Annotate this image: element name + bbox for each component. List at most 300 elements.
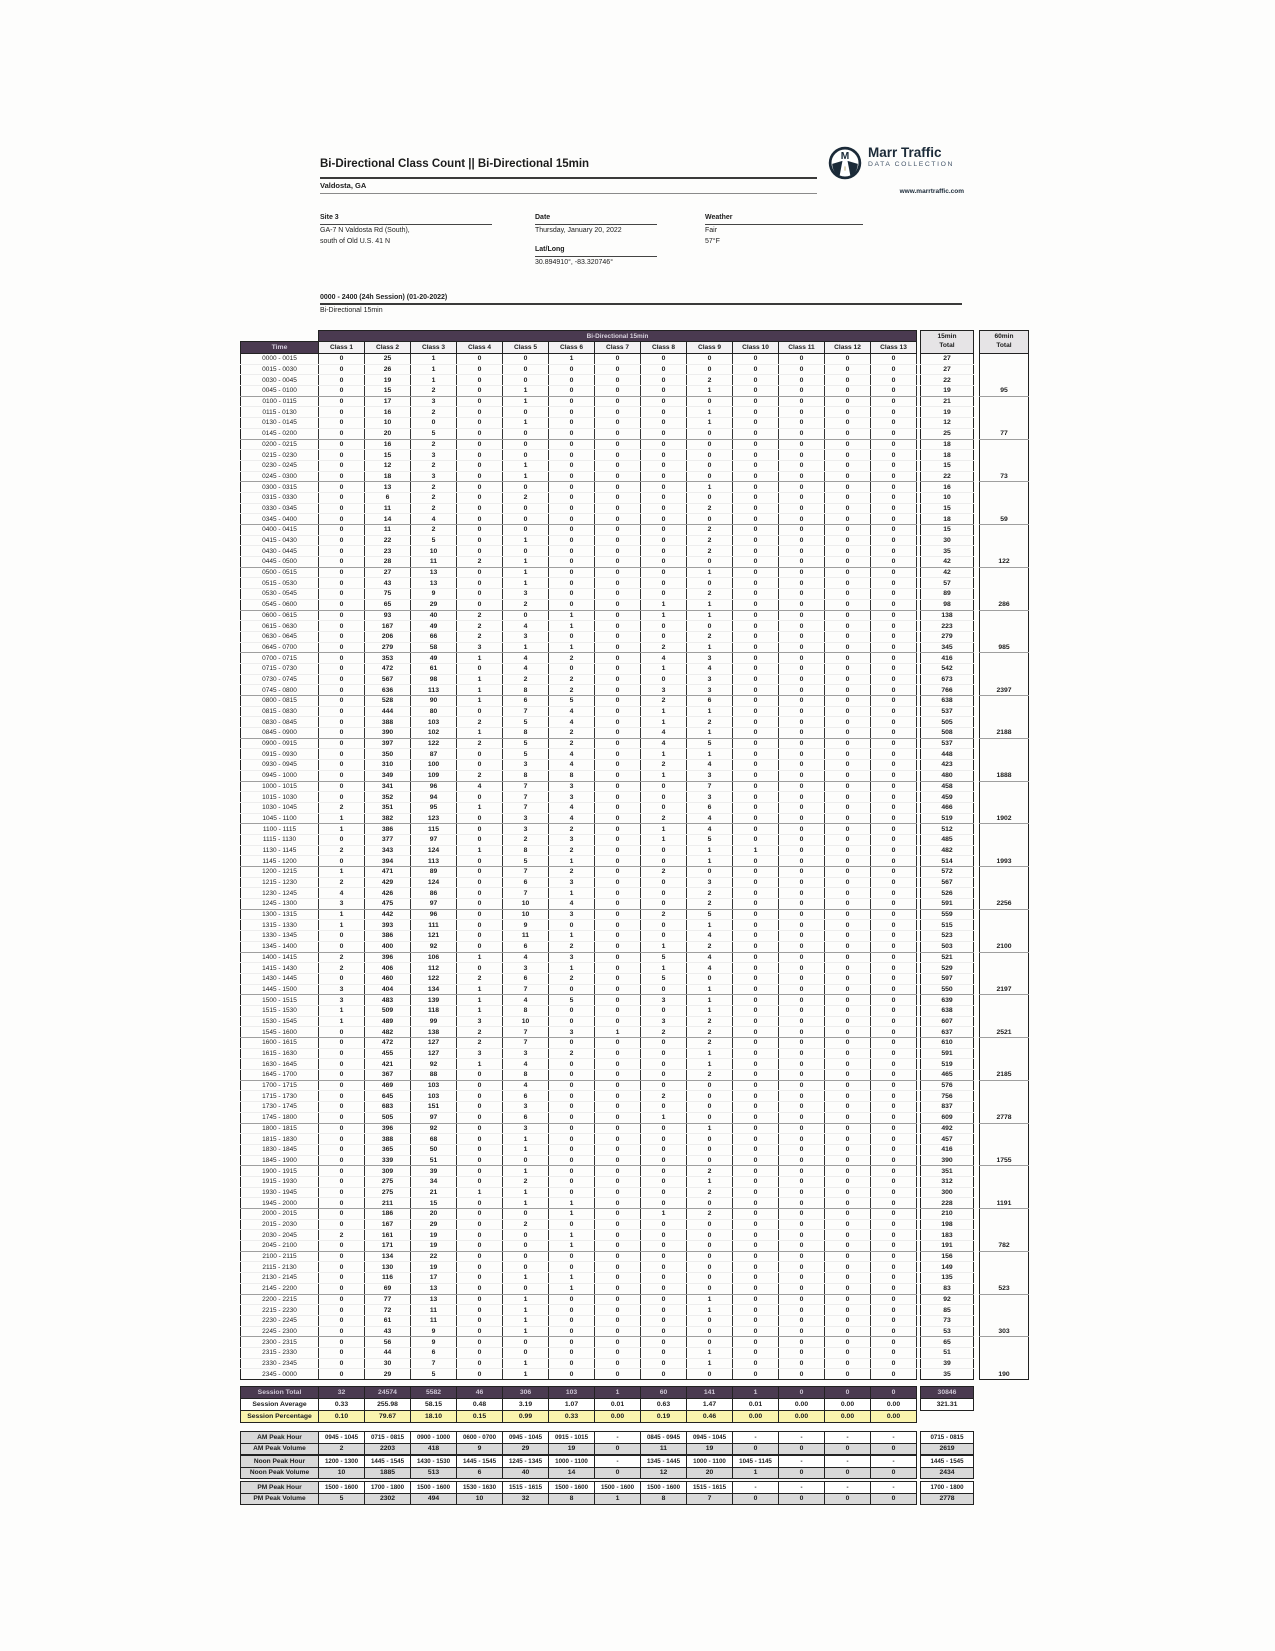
class-count-cell: 0 xyxy=(319,471,365,482)
total-60min-cell xyxy=(980,1038,1029,1049)
class-count-cell: 2 xyxy=(641,642,687,653)
time-cell: 0215 - 0230 xyxy=(241,450,319,461)
class-count-cell: 0 xyxy=(871,1155,917,1166)
table-row xyxy=(241,663,1029,674)
class-count-cell: 0 xyxy=(871,899,917,910)
time-cell: 0500 - 0515 xyxy=(241,567,319,578)
summary-total: 30846 xyxy=(921,1387,974,1399)
class-count-cell: 0 xyxy=(825,1102,871,1113)
total-15min-cell: 559 xyxy=(921,909,974,920)
total-15min-cell: 482 xyxy=(921,845,974,856)
peak-volume-cell: 0 xyxy=(733,1493,779,1505)
summary-value: 18.10 xyxy=(411,1411,457,1423)
class-count-cell: 0 xyxy=(825,407,871,418)
peak-volume-cell: 29 xyxy=(503,1443,549,1455)
table-row xyxy=(241,642,1029,653)
class-count-cell: 0 xyxy=(779,663,825,674)
class-count-cell: 2 xyxy=(687,503,733,514)
class-count-cell: 382 xyxy=(365,813,411,824)
class-count-cell: 0 xyxy=(733,460,779,471)
total-15min-cell: 837 xyxy=(921,1102,974,1113)
total-60min-cell xyxy=(980,834,1029,845)
class-count-cell: 0 xyxy=(871,781,917,792)
total-15min-cell: 18 xyxy=(921,514,974,525)
class-count-cell: 0 xyxy=(825,525,871,536)
class-count-cell: 0 xyxy=(641,888,687,899)
class-count-cell: 4 xyxy=(411,514,457,525)
class-count-cell: 0 xyxy=(595,888,641,899)
class-count-cell: 3 xyxy=(641,1016,687,1027)
class-count-cell: 0 xyxy=(641,428,687,439)
class-count-cell: 0 xyxy=(779,1198,825,1209)
class-count-cell: 0 xyxy=(733,813,779,824)
total-15min-cell: 351 xyxy=(921,1166,974,1177)
class-count-cell: 100 xyxy=(411,760,457,771)
class-count-cell: 0 xyxy=(871,546,917,557)
class-count-cell: 0 xyxy=(687,1283,733,1294)
class-count-cell: 0 xyxy=(825,535,871,546)
class-count-cell: 2 xyxy=(687,1187,733,1198)
class-count-cell: 15 xyxy=(365,386,411,397)
total-15min-cell: 576 xyxy=(921,1080,974,1091)
time-cell: 0715 - 0730 xyxy=(241,663,319,674)
class-count-cell: 0 xyxy=(319,514,365,525)
class-count-cell: 0 xyxy=(549,1337,595,1348)
total-60min-cell xyxy=(980,845,1029,856)
class-count-cell: 0 xyxy=(503,503,549,514)
class-count-cell: 0 xyxy=(641,578,687,589)
summary-value: 0.00 xyxy=(779,1399,825,1411)
class-count-cell: 0 xyxy=(779,1016,825,1027)
class-count-cell: 0 xyxy=(825,578,871,589)
total-15min-cell: 30 xyxy=(921,535,974,546)
class-count-cell: 0 xyxy=(733,749,779,760)
class-count-cell: 0 xyxy=(871,888,917,899)
class-count-cell: 10 xyxy=(365,418,411,429)
class-count-cell: 2 xyxy=(687,717,733,728)
class-count-cell: 0 xyxy=(319,1038,365,1049)
class-count-cell: 482 xyxy=(365,1027,411,1038)
class-count-cell: 0 xyxy=(641,1176,687,1187)
class-count-cell: 0 xyxy=(779,525,825,536)
class-count-cell: 0 xyxy=(595,525,641,536)
class-count-cell: 0 xyxy=(779,1347,825,1358)
class-count-cell: 3 xyxy=(319,984,365,995)
class-count-cell: 0 xyxy=(825,1315,871,1326)
time-cell: 1245 - 1300 xyxy=(241,899,319,910)
class-count-cell: 0 xyxy=(871,1294,917,1305)
class-count-cell: 0 xyxy=(825,738,871,749)
peak-hour-cell: 1000 - 1100 xyxy=(549,1456,595,1468)
class-count-cell: 6 xyxy=(687,802,733,813)
class-count-cell: 2 xyxy=(687,1027,733,1038)
class-count-cell: 206 xyxy=(365,631,411,642)
class-count-cell: 0 xyxy=(871,589,917,600)
class-count-cell: 0 xyxy=(319,535,365,546)
class-count-cell: 0 xyxy=(871,1091,917,1102)
class-count-cell: 0 xyxy=(457,813,503,824)
class-count-cell: 0 xyxy=(871,749,917,760)
site-rule xyxy=(320,224,492,225)
peak-volume-cell: 0 xyxy=(825,1443,871,1455)
peak-volume-cell: 10 xyxy=(319,1467,365,1479)
class-count-cell: 3 xyxy=(411,471,457,482)
class-count-cell: 0 xyxy=(595,770,641,781)
class-count-cell: 1 xyxy=(549,354,595,365)
peak-hour-cell: 1530 - 1630 xyxy=(457,1482,503,1494)
class-count-cell: 0 xyxy=(319,546,365,557)
class-count-cell: 1 xyxy=(641,599,687,610)
class-count-cell: 0 xyxy=(641,1198,687,1209)
class-count-cell: 0 xyxy=(825,1038,871,1049)
class-count-cell: 1 xyxy=(503,396,549,407)
peak-volume-cell: 19 xyxy=(549,1443,595,1455)
table-row xyxy=(241,471,1029,482)
class-count-cell: 2 xyxy=(641,909,687,920)
class-count-cell: 1 xyxy=(687,1123,733,1134)
time-cell: 0915 - 0930 xyxy=(241,749,319,760)
total-15min-cell: 572 xyxy=(921,867,974,878)
class-count-cell: 0 xyxy=(733,1230,779,1241)
total-15min-cell: 521 xyxy=(921,952,974,963)
total-60min-cell xyxy=(980,888,1029,899)
class-count-cell: 92 xyxy=(411,1123,457,1134)
class-count-cell: 0 xyxy=(687,460,733,471)
peak-hour-label: PM Peak Hour xyxy=(241,1482,319,1494)
peak-volume-cell: 14 xyxy=(549,1467,595,1479)
class-count-cell: 0 xyxy=(549,567,595,578)
class-count-cell: 0 xyxy=(319,696,365,707)
class-count-cell: 0 xyxy=(779,1219,825,1230)
total-60min-cell: 523 xyxy=(980,1283,1029,1294)
table-row xyxy=(241,1273,1029,1284)
class-count-cell: 0 xyxy=(779,1027,825,1038)
class-count-cell: 0 xyxy=(457,867,503,878)
class-count-cell: 0 xyxy=(457,503,503,514)
class-count-cell: 0 xyxy=(733,888,779,899)
summary-value: 103 xyxy=(549,1387,595,1399)
title-rule xyxy=(320,177,817,179)
total-15min-cell: 423 xyxy=(921,760,974,771)
class-count-cell: 0 xyxy=(641,781,687,792)
class-count-cell: 0 xyxy=(687,1262,733,1273)
total-15min-cell: 638 xyxy=(921,696,974,707)
class-count-cell: 0 xyxy=(457,450,503,461)
class-count-cell: 10 xyxy=(503,909,549,920)
class-count-cell: 5 xyxy=(503,738,549,749)
col-header-class-5: Class 5 xyxy=(503,342,549,354)
class-count-cell: 1 xyxy=(503,1166,549,1177)
class-count-cell: 0 xyxy=(871,1273,917,1284)
class-count-cell: 0 xyxy=(871,867,917,878)
peak-volume-cell: 9 xyxy=(457,1443,503,1455)
class-count-cell: 2 xyxy=(641,1027,687,1038)
class-count-cell: 0 xyxy=(319,728,365,739)
class-count-cell: 0 xyxy=(595,599,641,610)
class-count-cell: 5 xyxy=(641,973,687,984)
class-count-cell: 0 xyxy=(687,396,733,407)
class-count-cell: 0 xyxy=(871,354,917,365)
time-cell: 0600 - 0615 xyxy=(241,610,319,621)
class-count-cell: 3 xyxy=(641,995,687,1006)
class-count-cell: 0 xyxy=(871,1358,917,1369)
class-count-cell: 167 xyxy=(365,621,411,632)
weather-condition: Fair xyxy=(705,227,718,234)
time-cell: 0330 - 0345 xyxy=(241,503,319,514)
class-count-cell: 2 xyxy=(549,685,595,696)
table-row xyxy=(241,963,1029,974)
peak-hour-cell: 1700 - 1800 xyxy=(365,1482,411,1494)
class-count-cell: 0 xyxy=(733,1305,779,1316)
class-count-cell: 0 xyxy=(779,931,825,942)
class-count-cell: 30 xyxy=(365,1358,411,1369)
class-count-cell: 528 xyxy=(365,696,411,707)
class-count-cell: 0 xyxy=(595,535,641,546)
class-count-cell: 0 xyxy=(825,460,871,471)
class-count-cell: 0 xyxy=(595,578,641,589)
class-count-cell: 1 xyxy=(549,888,595,899)
time-cell: 1400 - 1415 xyxy=(241,952,319,963)
table-row xyxy=(241,877,1029,888)
class-count-cell: 475 xyxy=(365,899,411,910)
class-count-cell: 2 xyxy=(319,952,365,963)
time-cell: 1315 - 1330 xyxy=(241,920,319,931)
class-count-cell: 0 xyxy=(595,439,641,450)
class-count-cell: 3 xyxy=(641,685,687,696)
peak-volume-cell: 0 xyxy=(595,1467,641,1479)
class-count-cell: 5 xyxy=(411,1369,457,1380)
class-count-cell: 0 xyxy=(549,1262,595,1273)
class-count-cell: 0 xyxy=(779,610,825,621)
time-cell: 1115 - 1130 xyxy=(241,834,319,845)
class-count-cell: 0 xyxy=(779,984,825,995)
class-count-cell: 0 xyxy=(595,396,641,407)
class-count-cell: 0 xyxy=(641,1251,687,1262)
class-count-cell: 111 xyxy=(411,920,457,931)
class-count-cell: 0 xyxy=(871,557,917,568)
class-count-cell: 483 xyxy=(365,995,411,1006)
class-count-cell: 0 xyxy=(825,770,871,781)
total-15min-cell: 416 xyxy=(921,1144,974,1155)
time-cell: 0900 - 0915 xyxy=(241,738,319,749)
total15-line2: Total xyxy=(939,342,955,349)
table-row xyxy=(241,525,1029,536)
class-count-cell: 0 xyxy=(871,674,917,685)
class-count-cell: 0 xyxy=(733,877,779,888)
time-cell: 0800 - 0815 xyxy=(241,696,319,707)
class-count-cell: 0 xyxy=(641,984,687,995)
class-count-cell: 0 xyxy=(549,418,595,429)
class-count-cell: 0 xyxy=(779,856,825,867)
class-count-cell: 0 xyxy=(779,1262,825,1273)
class-count-cell: 0 xyxy=(825,1347,871,1358)
class-count-cell: 113 xyxy=(411,685,457,696)
total-15min-cell: 42 xyxy=(921,567,974,578)
class-count-cell: 2 xyxy=(549,653,595,664)
class-count-cell: 0 xyxy=(641,792,687,803)
class-count-cell: 0 xyxy=(549,1059,595,1070)
class-count-cell: 0 xyxy=(549,386,595,397)
class-count-cell: 0 xyxy=(871,941,917,952)
class-count-cell: 0 xyxy=(779,1166,825,1177)
class-count-cell: 139 xyxy=(411,995,457,1006)
class-count-cell: 1 xyxy=(687,642,733,653)
summary-value: 255.98 xyxy=(365,1399,411,1411)
class-count-cell: 0 xyxy=(319,1198,365,1209)
class-count-cell: 0 xyxy=(319,1326,365,1337)
table-row xyxy=(241,728,1029,739)
class-count-cell: 0 xyxy=(457,364,503,375)
peak-volume-cell: 0 xyxy=(871,1443,917,1455)
class-count-cell: 0 xyxy=(641,503,687,514)
table-row xyxy=(241,952,1029,963)
class-count-cell: 0 xyxy=(733,1347,779,1358)
summary-value: 5582 xyxy=(411,1387,457,1399)
header-blank xyxy=(241,331,319,342)
class-count-cell: 69 xyxy=(365,1283,411,1294)
time-cell: 0615 - 0630 xyxy=(241,621,319,632)
class-count-cell: 1 xyxy=(503,1187,549,1198)
class-count-cell: 0 xyxy=(779,1155,825,1166)
class-count-cell: 0 xyxy=(779,760,825,771)
class-count-cell: 0 xyxy=(779,952,825,963)
class-count-cell: 8 xyxy=(503,770,549,781)
table-row xyxy=(241,1070,1029,1081)
total-15min-cell: 98 xyxy=(921,599,974,610)
class-count-cell: 0 xyxy=(641,1369,687,1380)
peak-hour-cell: 1430 - 1530 xyxy=(411,1456,457,1468)
class-count-cell: 3 xyxy=(503,963,549,974)
class-count-cell: 0 xyxy=(779,685,825,696)
class-count-cell: 0 xyxy=(595,802,641,813)
class-count-cell: 1 xyxy=(503,578,549,589)
logo-subtitle: DATA COLLECTION xyxy=(868,160,955,168)
class-count-cell: 0 xyxy=(319,610,365,621)
total-15min-cell: 390 xyxy=(921,1155,974,1166)
class-count-cell: 0 xyxy=(687,1080,733,1091)
total-60min-cell xyxy=(980,1273,1029,1284)
class-count-cell: 0 xyxy=(457,1251,503,1262)
class-count-cell: 0 xyxy=(457,460,503,471)
total-15min-cell: 183 xyxy=(921,1230,974,1241)
class-count-cell: 0 xyxy=(733,589,779,600)
class-count-cell: 0 xyxy=(871,1230,917,1241)
class-count-cell: 0 xyxy=(319,1294,365,1305)
total-60min-cell: 1888 xyxy=(980,770,1029,781)
class-count-cell: 0 xyxy=(595,1155,641,1166)
class-count-cell: 6 xyxy=(503,941,549,952)
class-count-cell: 0 xyxy=(595,1230,641,1241)
table-row xyxy=(241,1262,1029,1273)
class-count-cell: 0 xyxy=(549,1358,595,1369)
class-count-cell: 0 xyxy=(319,642,365,653)
total-60min-cell: 2185 xyxy=(980,1070,1029,1081)
class-count-cell: 5 xyxy=(641,952,687,963)
total-60min-cell xyxy=(980,867,1029,878)
table-row xyxy=(241,1038,1029,1049)
total-15min-cell: 228 xyxy=(921,1198,974,1209)
class-count-cell: 0 xyxy=(871,1112,917,1123)
class-count-cell: 0 xyxy=(549,1305,595,1316)
class-count-cell: 0 xyxy=(825,1251,871,1262)
class-count-cell: 123 xyxy=(411,813,457,824)
class-count-cell: 0 xyxy=(319,396,365,407)
class-count-cell: 0 xyxy=(733,834,779,845)
class-count-cell: 14 xyxy=(365,514,411,525)
class-count-cell: 19 xyxy=(411,1230,457,1241)
class-count-cell: 0 xyxy=(503,364,549,375)
class-count-cell: 0 xyxy=(733,535,779,546)
class-count-cell: 161 xyxy=(365,1230,411,1241)
summary-value: 0.33 xyxy=(319,1399,365,1411)
class-count-cell: 0 xyxy=(871,418,917,429)
table-row xyxy=(241,845,1029,856)
class-count-cell: 0 xyxy=(687,1315,733,1326)
class-count-cell: 61 xyxy=(411,663,457,674)
class-count-cell: 0 xyxy=(733,439,779,450)
total-15min-cell: 92 xyxy=(921,1294,974,1305)
class-count-cell: 0 xyxy=(733,1080,779,1091)
class-count-cell: 77 xyxy=(365,1294,411,1305)
total-60min-cell xyxy=(980,396,1029,407)
class-count-cell: 1 xyxy=(503,1144,549,1155)
class-count-cell: 0 xyxy=(687,1198,733,1209)
class-count-cell: 0 xyxy=(595,1198,641,1209)
class-count-cell: 0 xyxy=(457,482,503,493)
class-count-cell: 0 xyxy=(733,546,779,557)
class-count-cell: 0 xyxy=(319,685,365,696)
summary-value: 0.00 xyxy=(595,1411,641,1423)
time-cell: 2230 - 2245 xyxy=(241,1315,319,1326)
class-count-cell: 0 xyxy=(687,1230,733,1241)
summary-value: 1.07 xyxy=(549,1399,595,1411)
class-count-cell: 0 xyxy=(733,1219,779,1230)
time-cell: 1545 - 1600 xyxy=(241,1027,319,1038)
class-count-cell: 43 xyxy=(365,578,411,589)
class-count-cell: 0 xyxy=(641,418,687,429)
class-count-cell: 2 xyxy=(641,696,687,707)
peak-volume-cell: 40 xyxy=(503,1467,549,1479)
peak-hour-cell: 1515 - 1615 xyxy=(503,1482,549,1494)
class-count-cell: 0 xyxy=(733,1187,779,1198)
class-count-cell: 0 xyxy=(319,1337,365,1348)
class-count-cell: 0 xyxy=(825,663,871,674)
class-count-cell: 1 xyxy=(319,920,365,931)
total-15min-cell: 542 xyxy=(921,663,974,674)
class-count-cell: 0 xyxy=(733,1048,779,1059)
class-count-cell: 2 xyxy=(457,770,503,781)
class-count-cell: 0 xyxy=(779,963,825,974)
class-count-cell: 0 xyxy=(871,1176,917,1187)
class-count-cell: 0 xyxy=(871,653,917,664)
class-count-cell: 0 xyxy=(825,696,871,707)
total-15min-cell: 89 xyxy=(921,589,974,600)
class-count-cell: 0 xyxy=(595,1048,641,1059)
class-count-cell: 0 xyxy=(825,1262,871,1273)
summary-value: 46 xyxy=(457,1387,503,1399)
time-cell: 1645 - 1700 xyxy=(241,1070,319,1081)
session-summary-table xyxy=(240,1386,974,1423)
class-count-cell: 2 xyxy=(641,813,687,824)
class-count-cell: 2 xyxy=(457,557,503,568)
class-count-cell: 0 xyxy=(733,1262,779,1273)
class-count-cell: 0 xyxy=(871,1326,917,1337)
table-row xyxy=(241,1326,1029,1337)
table-row xyxy=(241,1230,1029,1241)
peak-hour-cell: 0845 - 0945 xyxy=(641,1432,687,1444)
class-count-cell: 151 xyxy=(411,1102,457,1113)
class-count-cell: 0 xyxy=(595,792,641,803)
